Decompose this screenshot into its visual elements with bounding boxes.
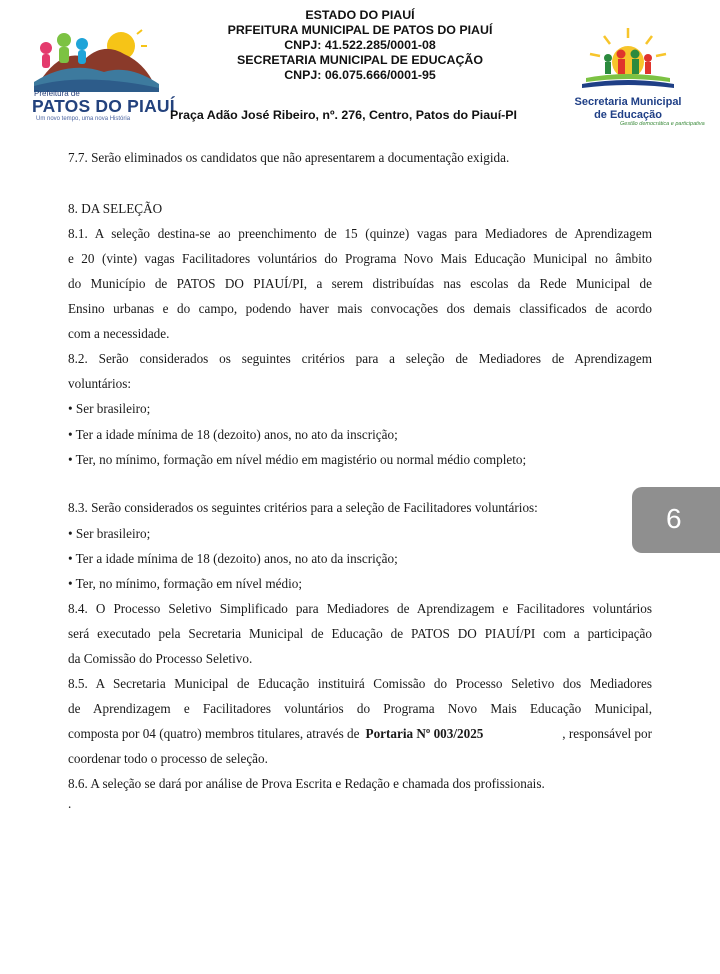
text-line: 8.1. A seleção destina-se ao preenchimento de 15 (quinze) vagas para Mediadores de Aprendizagem xyxy=(68,226,652,241)
text-fragment: composta por 04 (quatro) membros titulares, através de xyxy=(68,726,360,741)
bullet-item: • Ter, no mínimo, formação em nível médio em magistério ou normal médio completo; xyxy=(68,452,527,467)
letterhead-text xyxy=(170,8,550,122)
text-line: 8.3. Serão considerados os seguintes critérios para a seleção de Facilitadores voluntários: xyxy=(68,500,538,515)
text-line: 8.2. Serão considerados os seguintes critérios para a seleção de Mediadores de Aprendizagem xyxy=(68,351,652,366)
text-line: coordenar todo o processo de seleção. xyxy=(68,751,268,766)
logo-caption: Prefeitura de xyxy=(34,89,80,98)
stray-mark: . xyxy=(68,796,72,811)
logo-city-name: PATOS DO PIAUÍ xyxy=(32,96,175,116)
text-line: Ensino urbanas e do campo, podendo haver mais convocações dos demais classificados de acordo xyxy=(68,301,652,316)
text-line-with-portaria xyxy=(68,726,652,742)
header-cnpj-secretaria: CNPJ: 06.075.666/0001-95 xyxy=(284,68,436,82)
bullet-item: • Ser brasileiro; xyxy=(68,526,151,541)
prefeitura-logo xyxy=(24,28,174,123)
text-line: do Município de PATOS DO PIAUÍ/PI, a serem distribuídas nas escolas da Rede Municipal de xyxy=(68,276,652,291)
bullet-item: • Ter, no mínimo, formação em nível médio; xyxy=(68,576,303,591)
bullet-item: • Ter a idade mínima de 18 (dezoito) anos, no ato da inscrição; xyxy=(68,427,398,442)
text-fragment: , responsável por xyxy=(562,726,652,741)
secretaria-logo-line1: Secretaria Municipal xyxy=(574,96,682,108)
header-state: ESTADO DO PIAUÍ xyxy=(305,8,415,22)
header-cnpj-prefeitura: CNPJ: 41.522.285/0001-08 xyxy=(284,38,436,52)
page-number-tab xyxy=(632,487,720,553)
text-line: 8.5. A Secretaria Municipal de Educação instituirá Comissão do Processo Seletivo dos Mediadores xyxy=(68,676,652,691)
text-line: 8.6. A seleção se dará por análise de Prova Escrita e Redação e chamada dos profissionais. xyxy=(68,776,545,791)
text-fragment-group xyxy=(360,726,652,742)
text-line: voluntários: xyxy=(68,376,132,391)
text-line: com a necessidade. xyxy=(68,326,170,341)
header-secretaria: SECRETARIA MUNICIPAL DE EDUCAÇÃO xyxy=(237,53,483,67)
bullet-item: • Ter a idade mínima de 18 (dezoito) anos, no ato da inscrição; xyxy=(68,551,398,566)
secretaria-logo-graphic xyxy=(568,24,688,94)
header-prefeitura: PRFEITURA MUNICIPAL DE PATOS DO PIAUÍ xyxy=(227,23,493,37)
portaria-reference: Portaria Nº 003/2025 xyxy=(365,726,484,741)
prefeitura-logo-graphic xyxy=(24,28,174,92)
text-line: de Aprendizagem e Facilitadores voluntários do Programa Novo Mais Educação Municipal, xyxy=(68,701,652,716)
text-line: da Comissão do Processo Seletivo. xyxy=(68,651,253,666)
header-address: Praça Adão José Ribeiro, nº. 276, Centro, Patos do Piauí-PI xyxy=(170,108,517,122)
text-line: e 20 (vinte) vagas Facilitadores voluntários do Programa Novo Mais Educação Municipal no âmbito xyxy=(68,251,652,266)
secretaria-logo xyxy=(568,24,705,129)
bullet-item: • Ser brasileiro; xyxy=(68,401,151,416)
secretaria-logo-tagline: Gestão democrática e participativa xyxy=(620,121,705,127)
text-line: será executado pela Secretaria Municipal de Educação de PATOS DO PIAUÍ/PI com a participação xyxy=(68,626,652,641)
text-line: 7.7. Serão eliminados os candidatos que não apresentarem a documentação exigida. xyxy=(68,150,510,165)
text-line: 8.4. O Processo Seletivo Simplificado para Mediadores de Aprendizagem e Facilitadores voluntários xyxy=(68,601,652,616)
letterhead xyxy=(0,0,720,135)
section-heading: 8. DA SELEÇÃO xyxy=(68,201,163,216)
logo-slogan: Um novo tempo, uma nova História xyxy=(36,116,131,122)
page-number: 6 xyxy=(666,503,682,534)
secretaria-logo-line2: de Educação xyxy=(594,109,662,121)
